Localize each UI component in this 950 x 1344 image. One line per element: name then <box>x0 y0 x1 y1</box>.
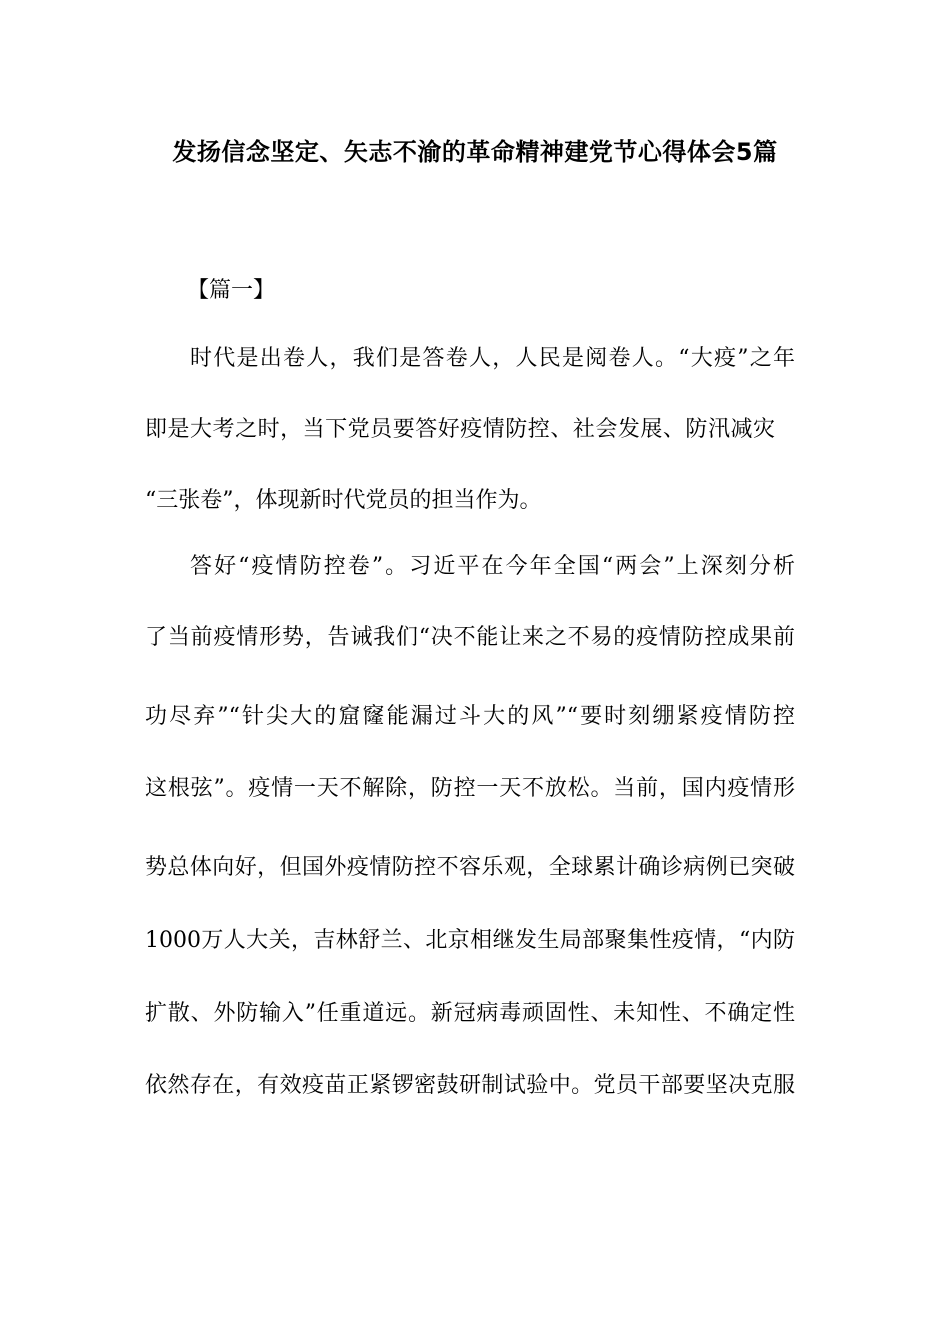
paragraph-line: 势总体向好，但国外疫情防控不容乐观，全球累计确诊病例已突破 <box>145 855 795 880</box>
paragraph-line: 扩散、外防输入”任重道远。新冠病毒顽固性、未知性、不确定性 <box>145 1001 795 1026</box>
paragraph-line: 这根弦”。疫情一天不解除，防控一天不放松。当前，国内疫情形 <box>145 776 795 801</box>
paragraph-line: 功尽弃”“针尖大的窟窿能漏过斗大的风”“要时刻绷紧疫情防控 <box>145 704 795 729</box>
paragraph-line: 了当前疫情形势，告诫我们“决不能让来之不易的疫情防控成果前 <box>145 625 795 650</box>
document-title: 发扬信念坚定、矢志不渝的革命精神建党节心得体会5篇 <box>172 138 778 166</box>
paragraph-line: 1000万人大关，吉林舒兰、北京相继发生局部聚集性疫情，“内防 <box>145 928 795 953</box>
paragraph-line: 即是大考之时，当下党员要答好疫情防控、社会发展、防汛减灾 <box>145 417 775 442</box>
paragraph-line: “三张卷”，体现新时代党员的担当作为。 <box>145 488 542 513</box>
paragraph-line: 依然存在，有效疫苗正紧锣密鼓研制试验中。党员干部要坚决克服 <box>145 1073 795 1098</box>
paragraph-line: 时代是出卷人，我们是答卷人，人民是阅卷人。“大疫”之年 <box>190 346 795 371</box>
section-label: 【篇一】 <box>187 278 276 303</box>
paragraph-line: 答好“疫情防控卷”。习近平在今年全国“两会”上深刻分析 <box>190 554 795 579</box>
